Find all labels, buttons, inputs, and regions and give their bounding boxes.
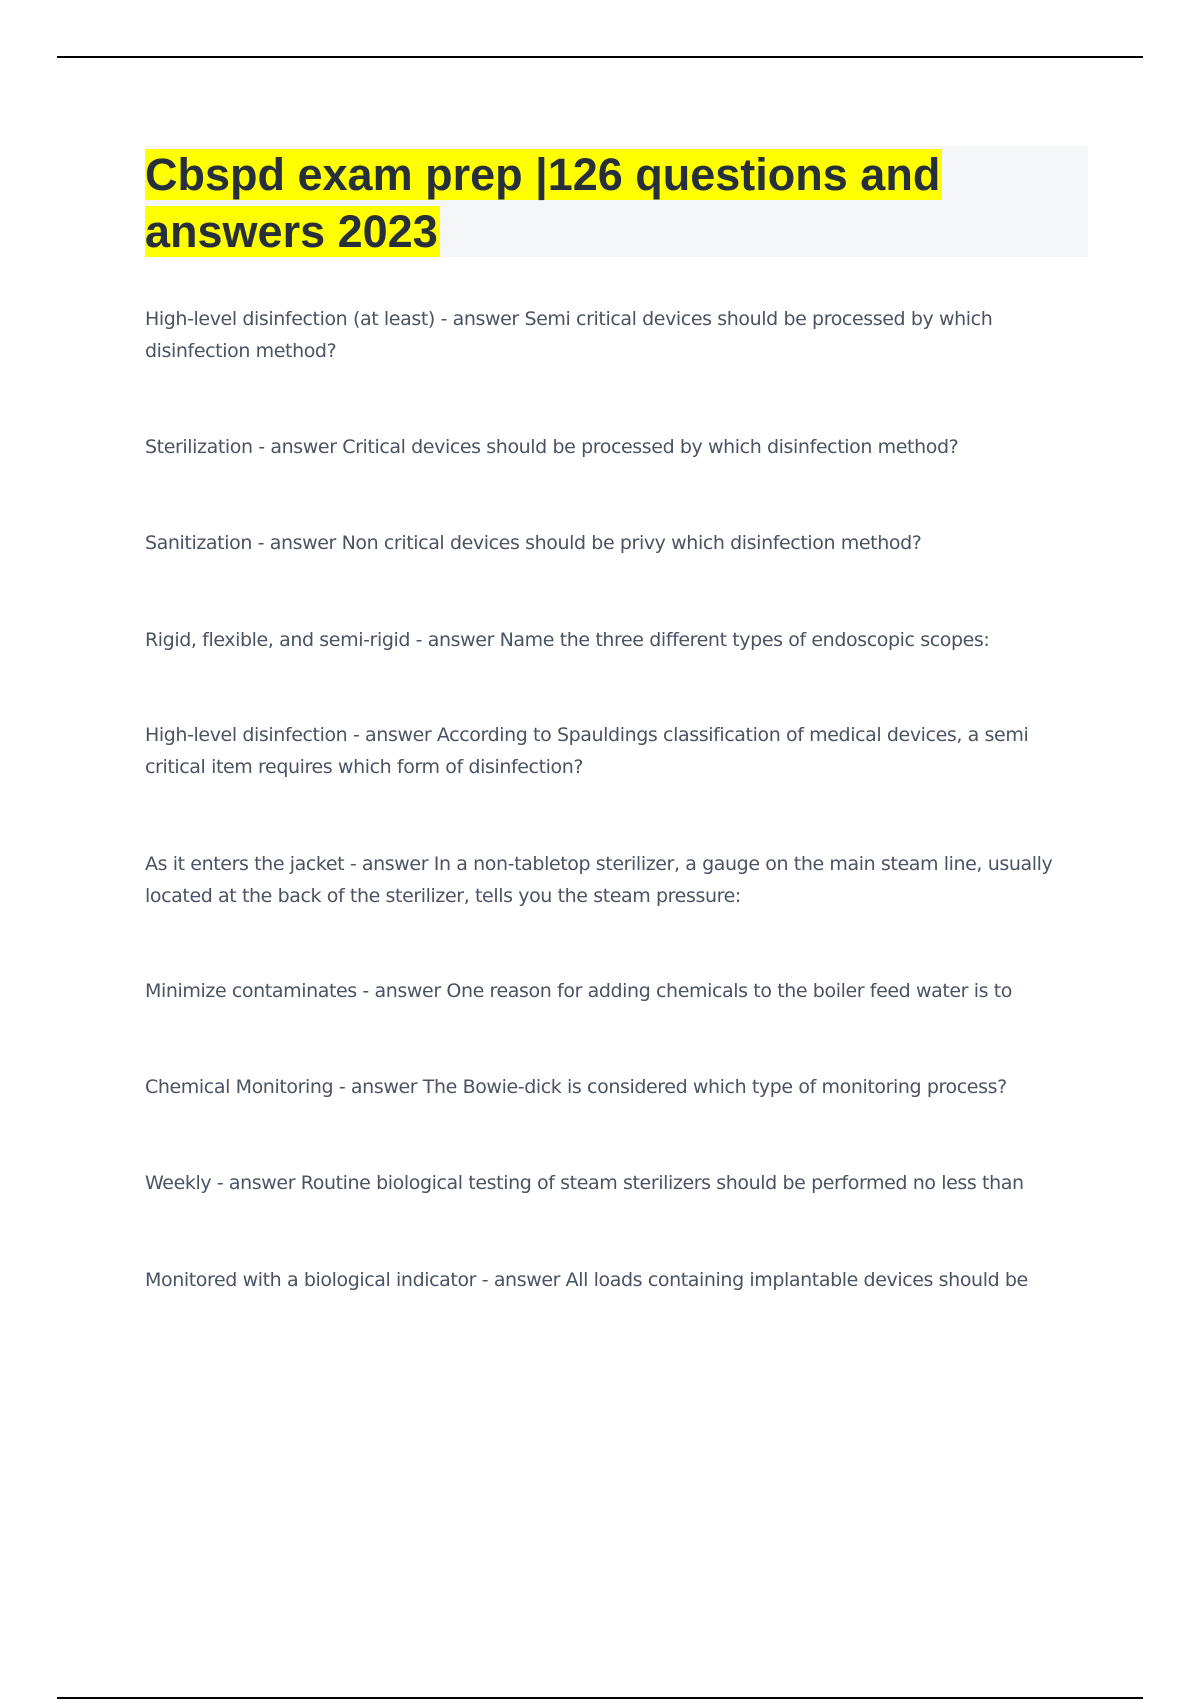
qa-item: Weekly - answer Routine biological testing of steam sterilizers should be performed no less than: [145, 1172, 1024, 1194]
bottom-rule: [57, 1697, 1143, 1699]
qa-item: Sterilization - answer Critical devices should be processed by which disinfection method?: [145, 436, 959, 458]
top-rule: [57, 56, 1143, 58]
qa-item: Rigid, flexible, and semi-rigid - answer Name the three different types of endoscopic scopes:: [145, 629, 990, 651]
document-title: Cbspd exam prep |126 questions and answers 2023: [145, 149, 941, 257]
qa-item: As it enters the jacket - answer In a non-tabletop sterilizer, a gauge on the main steam line, usually located at the back of the sterilizer, tells you the steam pressure:: [145, 853, 1053, 907]
qa-list: [145, 303, 1090, 1296]
qa-item: Chemical Monitoring - answer The Bowie-dick is considered which type of monitoring process?: [145, 1076, 1007, 1098]
qa-item: High-level disinfection (at least) - answer Semi critical devices should be processed by which disinfection method?: [145, 308, 993, 362]
qa-item: High-level disinfection - answer According to Spauldings classification of medical devices, a semi critical item requires which form of disinfection?: [145, 724, 1029, 778]
qa-item: Minimize contaminates - answer One reason for adding chemicals to the boiler feed water is to: [145, 980, 1013, 1002]
qa-item: Sanitization - answer Non critical devices should be privy which disinfection method?: [145, 532, 922, 554]
title-block: [145, 146, 1088, 257]
qa-item: Monitored with a biological indicator - answer All loads containing implantable devices should be: [145, 1269, 1028, 1291]
